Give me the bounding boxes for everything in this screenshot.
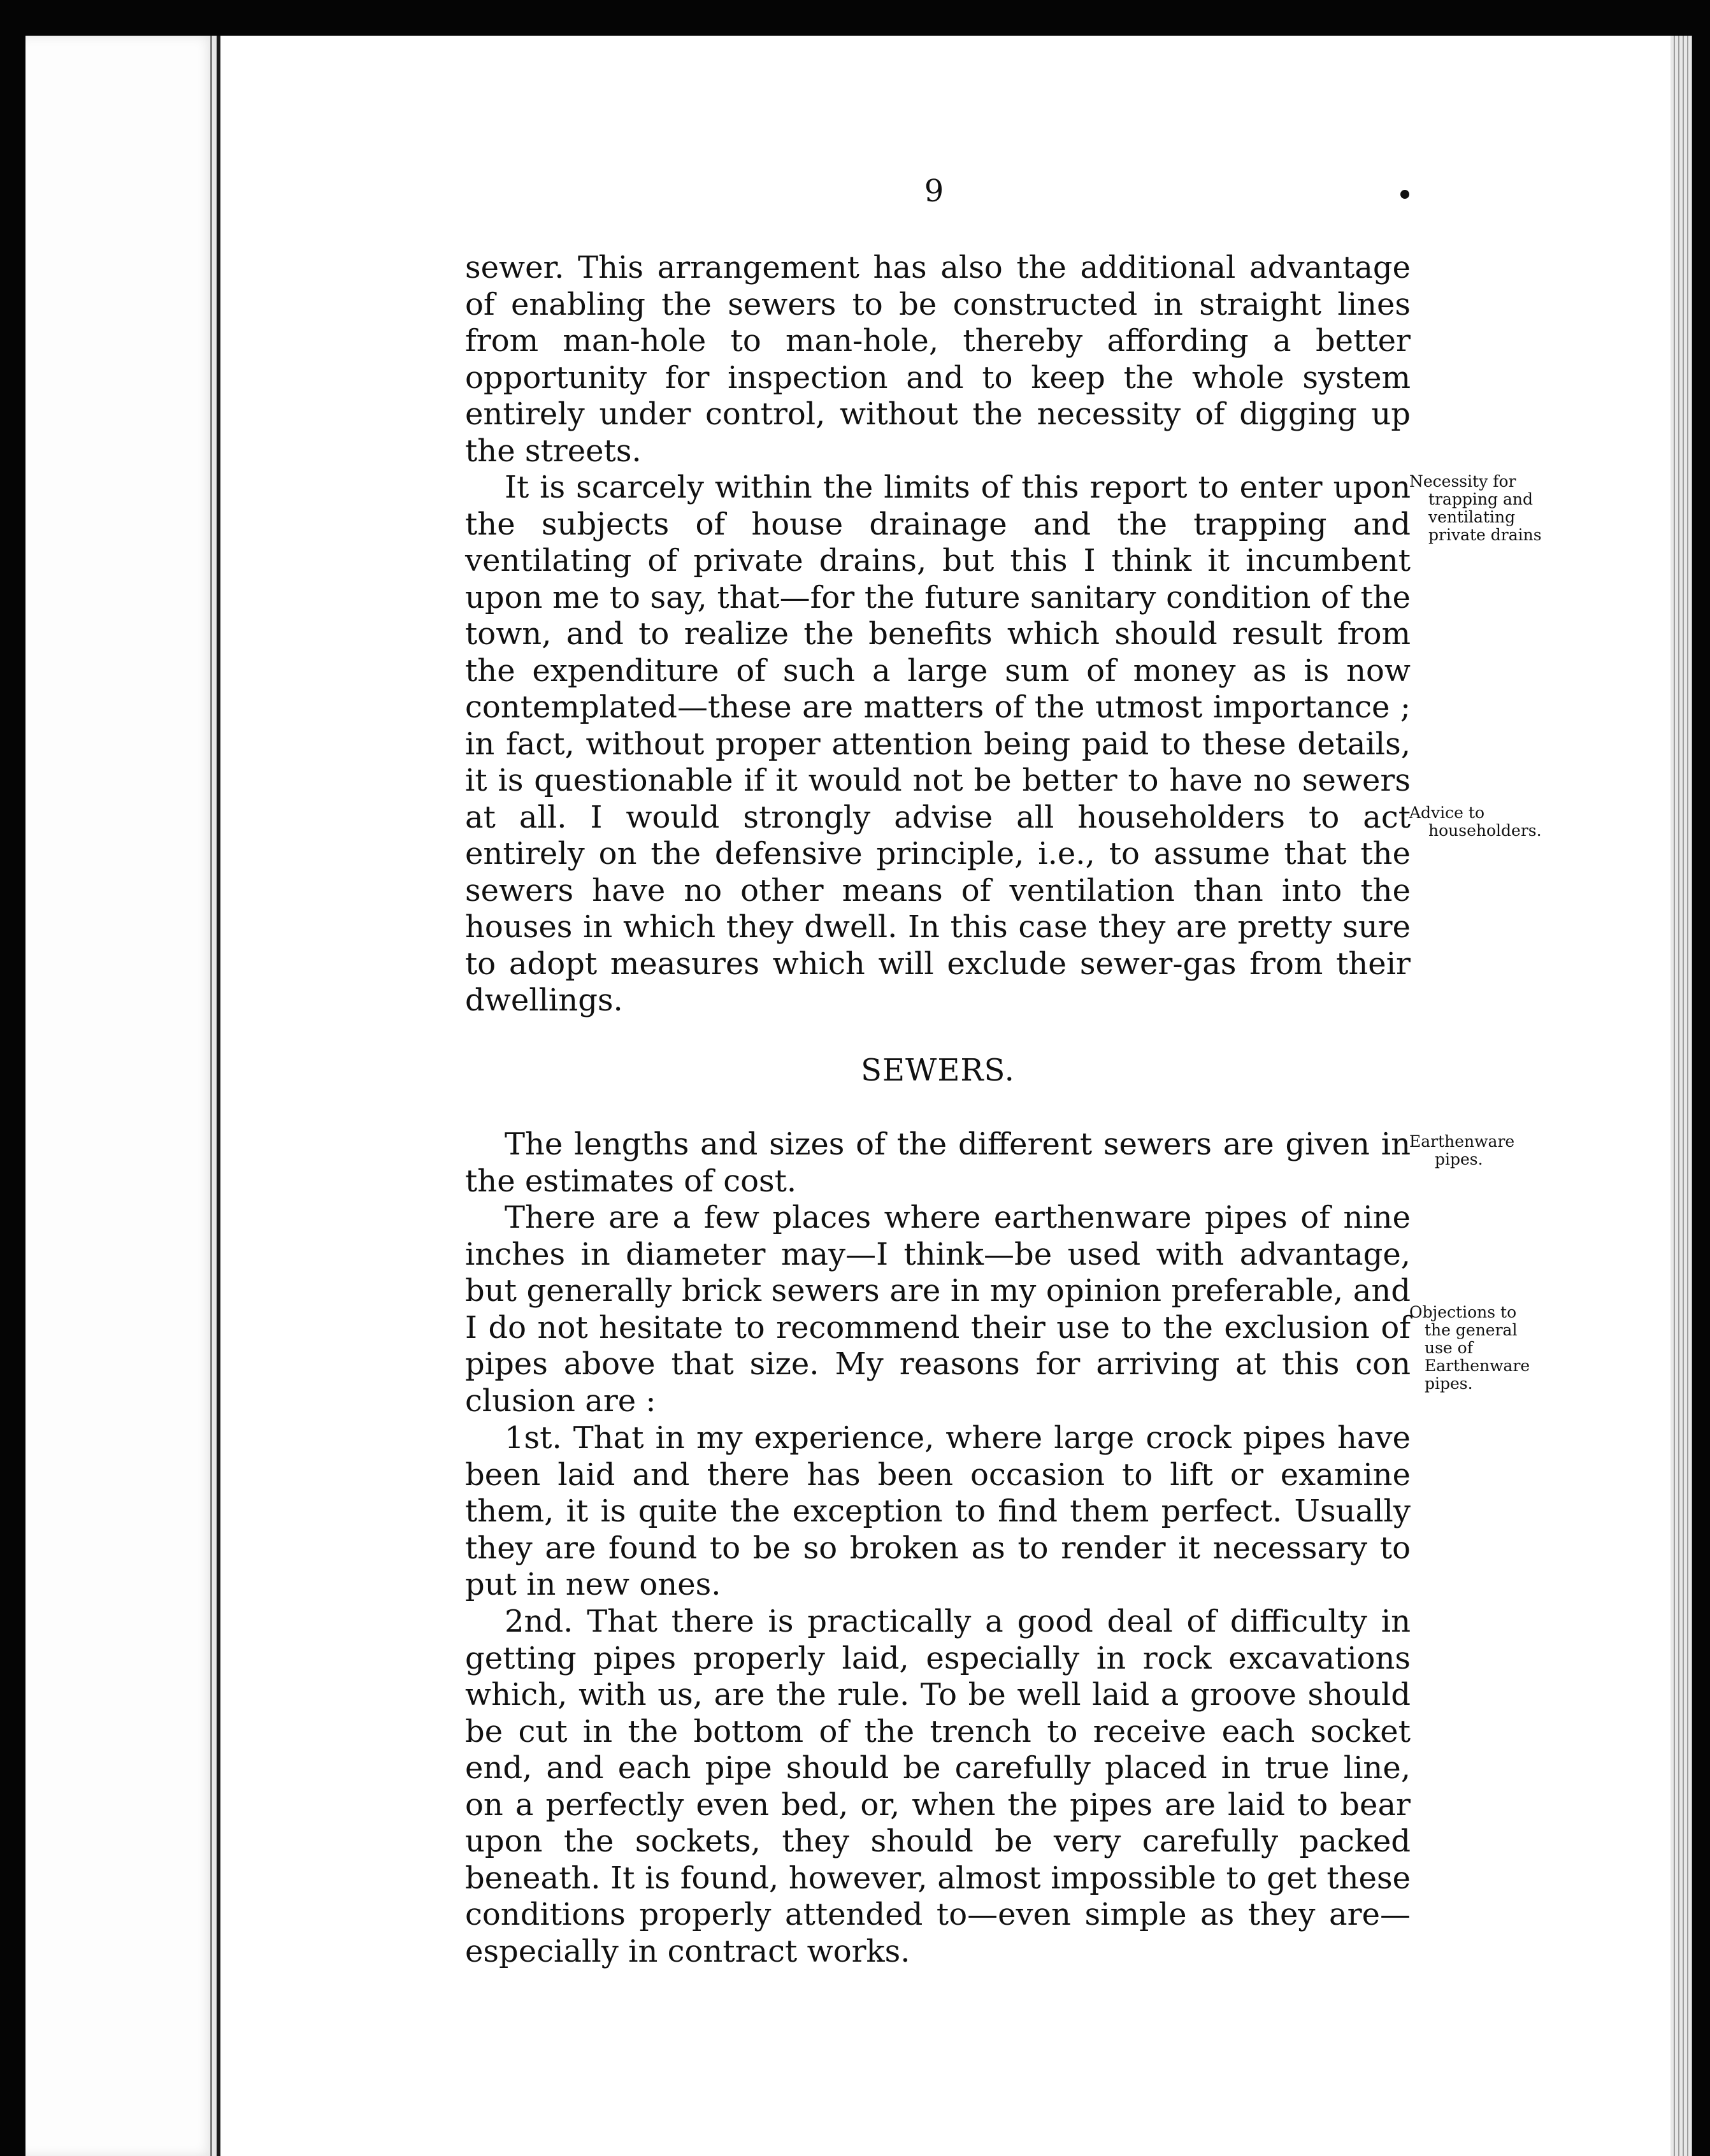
scan-frame-top: [0, 0, 1710, 36]
page-edges: [1669, 36, 1692, 2156]
sidenote-line: Earthenware: [1425, 1356, 1530, 1375]
paragraph-earthenware-pipes: There are a few places where earthenware pipes of nine inches in diameter may—I think—be used with advantage, but generally brick sewers are in my opinion preferable, and I do not hesitate to recommend their use to the exclusion of pipes above that size. My reasons for arriving at this con clusion are :: [465, 1200, 1411, 1419]
scan-frame-left: [0, 0, 25, 2156]
sidenote-line: Objections to: [1409, 1303, 1517, 1321]
sidenote-advice: [1409, 804, 1562, 840]
paragraph-house-drainage: It is scarcely within the limits of this report to enter upon the subjects of house drainage and the trapping and ventilating of private drains, but this I think it incumbent upon me to say, that—for the future sanitary condition of the town, and to realize the benefits which should result from the expenditure of such a large sum of money as is now contemplated—these are matters of the utmost importance ; in fact, without proper attention being paid to these details, it is questionable if it would not be better to have no sewers at all. I would strongly advise all householders to act entirely on the defensive principle, i.e., to assume that the sewers have no other means of ventilation than into the houses in which they dwell. In this case they are pretty sure to adopt measures which will exclude sewer-gas from their dwellings.: [465, 470, 1411, 1018]
sidenote-line: trapping and: [1428, 490, 1533, 508]
facing-blank-page: [25, 36, 220, 2156]
paragraph-sewer-arrangement: sewer. This arrangement has also the additional advantage of enabling the sewers to be constructed in straight lines from man-hole to man-hole, thereby affording a better opportunity for inspection and to keep the whole system entirely under control, without the necessity of digging up the streets.: [465, 250, 1411, 469]
paragraph-lengths-sizes: The lengths and sizes of the different sewers are given in the estimates of cost.: [465, 1126, 1411, 1199]
section-heading-sewers: SEWERS.: [861, 1053, 1015, 1088]
sidenote-line: ventilating: [1428, 508, 1516, 526]
sidenote-line: pipes.: [1435, 1150, 1483, 1168]
scan-frame-right: [1692, 0, 1710, 2156]
page-number: 9: [924, 173, 944, 209]
sidenote-trapping: [1409, 473, 1562, 544]
sidenote-line: Earthenware: [1409, 1132, 1515, 1151]
sidenote-objections: [1409, 1304, 1562, 1393]
sidenote-line: the general: [1425, 1321, 1518, 1339]
sidenote-line: pipes.: [1425, 1374, 1473, 1393]
sidenote-line: householders.: [1428, 821, 1542, 840]
sidenote-line: use of: [1425, 1339, 1473, 1357]
sidenote-line: Advice to: [1409, 803, 1485, 822]
paragraph-reason-second: 2nd. That there is practically a good deal of difficulty in getting pipes properly laid, especially in rock excavations which, with us, are the rule. To be well laid a groove should be cut in the bottom of the trench to receive each socket end, and each pipe should be carefully placed in true line, on a perfectly even bed, or, when the pipes are laid to bear upon the sockets, they should be very carefully packed beneath. It is found, however, almost impossible to get these conditions properly attended to—even simple as they are—especially in contract works.: [465, 1604, 1411, 1969]
sidenote-line: Necessity for: [1409, 472, 1516, 491]
sidenote-earthenware: [1409, 1133, 1562, 1168]
book-spine: [210, 36, 212, 2156]
sidenote-line: private drains: [1428, 526, 1542, 544]
print-mark: [1400, 190, 1409, 199]
paragraph-reason-first: 1st. That in my experience, where large crock pipes have been laid and there has been occasion to lift or examine them, it is quite the exception to find them perfect. Usually they are found to be so broken as to render it necessary to put in new ones.: [465, 1420, 1411, 1602]
